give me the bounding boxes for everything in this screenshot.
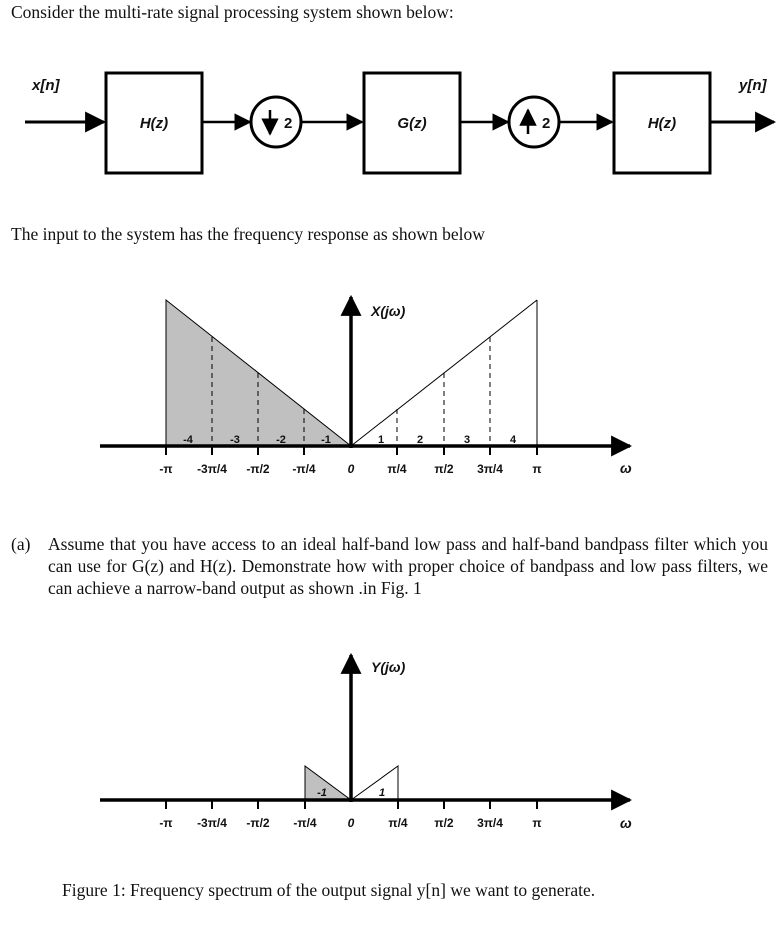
x-seg-label: 4 [509, 434, 517, 446]
x-tick-label: -π/4 [292, 462, 316, 476]
g-filter-label: G(z) [397, 115, 427, 132]
x-seg-label: -4 [183, 434, 193, 446]
x-spectrum-ylabel: X(jω) [371, 303, 406, 319]
y-tick-label: 3π/4 [477, 816, 503, 830]
downsampler [251, 97, 301, 147]
output-positive-band [351, 766, 398, 800]
input-description: The input to the system has the frequency response as shown below [11, 224, 485, 244]
y-spectrum-ylabel: Y(jω) [371, 659, 406, 675]
downsampler-factor: 2 [284, 115, 293, 132]
x-tick-label: -π/2 [246, 462, 270, 476]
x-tick-label: -π [159, 462, 173, 476]
x-tick-label: 0 [347, 462, 355, 476]
y-tick-label: π/2 [434, 816, 454, 830]
x-seg-label: -2 [276, 434, 286, 446]
y-tick-label: 0 [347, 816, 355, 830]
part-a-question [11, 533, 771, 603]
part-a-label: (a) [11, 534, 31, 554]
y-tick-label: -π/2 [246, 816, 270, 830]
upsampler-factor: 2 [542, 115, 551, 132]
intro-text: Consider the multi-rate signal processing system shown below: [11, 2, 454, 22]
x-seg-label: -3 [230, 434, 240, 446]
h-filter-label-1: H(z) [139, 115, 169, 132]
y-tick-label: -π [159, 816, 173, 830]
y-seg-label: -1 [317, 787, 327, 799]
x-tick-label: -3π/4 [197, 462, 227, 476]
y-tick-label: π/4 [388, 816, 408, 830]
input-spectrum-plot [0, 287, 784, 502]
output-label: y[n] [739, 77, 767, 94]
h-filter-label-2: H(z) [647, 115, 677, 132]
part-a-text: Assume that you have access to an ideal half-band low pass and half-band bandpass filter which you can use for G(z) and H(z). Demonstrate how with proper choice of bandpass and low pass filters, we can achieve a narrow-band output as shown .in Fig. 1 [48, 534, 768, 598]
block-diagram [0, 60, 784, 240]
x-seg-label: 3 [463, 434, 471, 446]
x-seg-label: 1 [377, 434, 385, 446]
x-tick-label: π/2 [434, 462, 454, 476]
x-seg-label: 2 [416, 434, 424, 446]
x-tick-label: π [532, 462, 542, 476]
x-tick-label: 3π/4 [477, 462, 503, 476]
input-label: x[n] [32, 77, 60, 94]
figure-caption: Figure 1: Frequency spectrum of the output signal y[n] we want to generate. [62, 880, 596, 900]
y-tick-label: π [532, 816, 542, 830]
x-tick-label: π/4 [387, 462, 407, 476]
upsampler [509, 97, 559, 147]
output-spectrum-plot [0, 652, 784, 847]
x-seg-label: -1 [321, 434, 331, 446]
y-tick-label: -π/4 [293, 816, 317, 830]
x-spectrum-xlabel: ω [620, 460, 632, 476]
y-seg-label: 1 [378, 787, 386, 799]
y-tick-label: -3π/4 [197, 816, 227, 830]
shaded-output-band [305, 766, 351, 800]
y-spectrum-xlabel: ω [620, 815, 632, 831]
